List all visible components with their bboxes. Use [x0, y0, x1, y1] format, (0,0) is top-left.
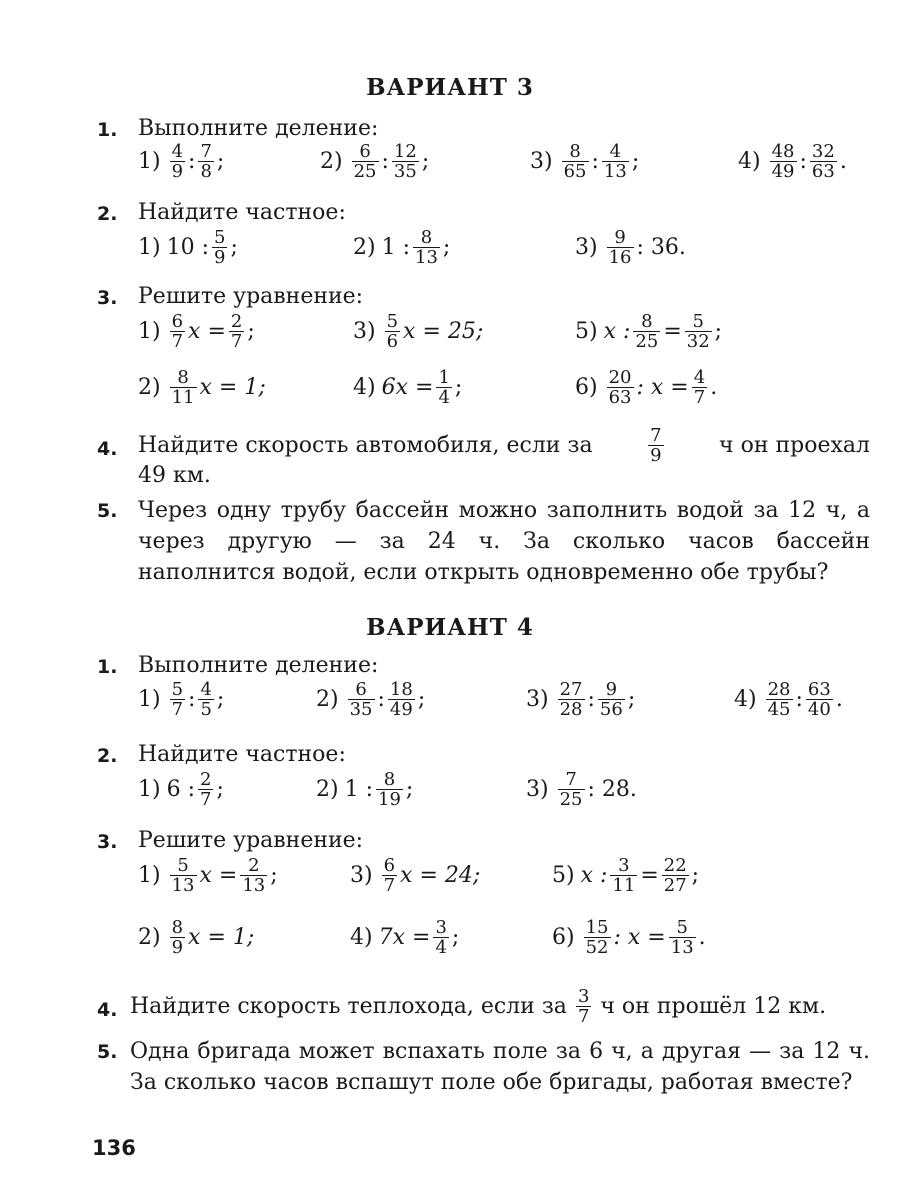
- fraction: $\frac{28}{45}$: [767, 679, 791, 720]
- problem-text: Одна бригада может вспахать поле за 6 ч, а другая — за 12 ч. За сколько часов вспашут поле обе бригады, работая вместе?: [130, 1039, 870, 1095]
- equation-item: 4) 7x = $\frac{3}{4}$ ;: [350, 917, 460, 958]
- division-item: 2) $\frac{6}{25}$ : $\frac{12}{35}$ ;: [320, 141, 430, 182]
- equation-item: 5) x : $\frac{3}{11}$ = $\frac{22}{27}$ ;: [552, 855, 700, 896]
- fraction: $\frac{5}{7}$: [171, 679, 184, 720]
- fraction: $\frac{6}{7}$: [171, 311, 184, 352]
- fraction: $\frac{2}{7}$: [200, 769, 212, 810]
- fraction: $\frac{12}{35}$: [393, 141, 417, 182]
- fraction: $\frac{8}{11}$: [171, 367, 195, 408]
- problem-number: 2.: [97, 203, 118, 225]
- quotient-item: 2) 1 : $\frac{8}{13}$ ;: [353, 227, 451, 268]
- page-number: 136: [92, 1136, 136, 1160]
- equation-item: 1) $\frac{5}{13}$ x = $\frac{2}{13}$ ;: [138, 855, 278, 896]
- division-item: 4) $\frac{28}{45}$ : $\frac{63}{40}$ .: [734, 679, 843, 720]
- fraction: $\frac{15}{52}$: [585, 917, 609, 958]
- fraction: $\frac{27}{28}$: [559, 679, 583, 720]
- fraction: $\frac{6}{7}$: [383, 855, 396, 896]
- fraction: $\frac{8}{9}$: [171, 917, 184, 958]
- problem-number: 5.: [97, 1041, 118, 1063]
- equation-item: 6) $\frac{20}{63}$ : x = $\frac{4}{7}$ .: [575, 367, 718, 408]
- equation-item: 3) $\frac{6}{7}$ x = 24;: [350, 855, 481, 896]
- quotient-item: 3) $\frac{9}{16}$ : 36.: [575, 227, 686, 268]
- problem-text: Выполните деление:: [138, 653, 379, 678]
- fraction: $\frac{63}{40}$: [807, 679, 831, 720]
- problem-number: 3.: [97, 831, 118, 853]
- division-item: 1) $\frac{4}{9}$ : $\frac{7}{8}$ ;: [138, 141, 225, 182]
- division-item: 3) $\frac{8}{65}$ : $\frac{4}{13}$ ;: [530, 141, 640, 182]
- problem-text-continued: 49 км.: [138, 463, 211, 488]
- fraction: $\frac{7}{25}$: [559, 769, 583, 810]
- fraction: $\frac{7}{9}$: [650, 425, 662, 466]
- problem-text: Решите уравнение:: [138, 828, 364, 853]
- equation-item: 3) $\frac{5}{6}$ x = 25;: [353, 311, 484, 352]
- fraction: $\frac{3}{4}$: [435, 917, 447, 958]
- division-item: 1) $\frac{5}{7}$ : $\frac{4}{5}$ ;: [138, 679, 225, 720]
- problem-text: Решите уравнение:: [138, 284, 364, 309]
- problem-number: 1.: [97, 119, 118, 141]
- fraction: $\frac{6}{35}$: [349, 679, 373, 720]
- problem-text: Найдите скорость автомобиля, если за $\frac{7}{9}$ ч он проехал: [138, 425, 870, 466]
- problem-text: Выполните деление:: [138, 116, 379, 141]
- division-item: 3) $\frac{27}{28}$ : $\frac{9}{56}$ ;: [526, 679, 636, 720]
- fraction: $\frac{2}{7}$: [230, 311, 243, 352]
- problem-number: 4.: [97, 438, 118, 460]
- fraction: $\frac{3}{7}$: [577, 986, 590, 1027]
- fraction: $\frac{32}{63}$: [811, 141, 835, 182]
- quotient-item: 2) 1 : $\frac{8}{19}$ ;: [316, 769, 414, 810]
- problem-text: Найдите частное:: [138, 200, 346, 225]
- division-item: 2) $\frac{6}{35}$ : $\frac{18}{49}$ ;: [316, 679, 426, 720]
- fraction: $\frac{5}{13}$: [670, 917, 694, 958]
- fraction: $\frac{3}{11}$: [612, 855, 636, 896]
- fraction: $\frac{5}{13}$: [171, 855, 195, 896]
- equation-item: 1) $\frac{6}{7}$ x = $\frac{2}{7}$ ;: [138, 311, 255, 352]
- fraction: $\frac{5}{9}$: [214, 227, 226, 268]
- fraction: $\frac{8}{19}$: [378, 769, 401, 810]
- fraction: $\frac{18}{49}$: [389, 679, 413, 720]
- equation-item: 4) 6x = $\frac{1}{4}$ ;: [353, 367, 463, 408]
- fraction: $\frac{4}{9}$: [171, 141, 184, 182]
- fraction: $\frac{9}{56}$: [599, 679, 623, 720]
- fraction: $\frac{7}{8}$: [200, 141, 212, 182]
- equation-item: 5) x : $\frac{8}{25}$ = $\frac{5}{32}$ ;: [575, 311, 723, 352]
- fraction: $\frac{8}{25}$: [635, 311, 659, 352]
- quotient-item: 1) 6 : $\frac{2}{7}$ ;: [138, 769, 224, 810]
- problem-text: Через одну трубу бассейн можно заполнить водой за 12 ч, а через другую — за 24 ч. За сколько часов бассейн наполнится водой, если открыть одновременно обе трубы?: [138, 498, 870, 585]
- fraction: $\frac{8}{65}$: [563, 141, 587, 182]
- fraction: $\frac{6}{25}$: [353, 141, 377, 182]
- fraction: $\frac{5}{6}$: [386, 311, 399, 352]
- problem-text: Найдите скорость теплохода, если за $\frac{3}{7}$ ч он прошёл 12 км.: [130, 986, 827, 1027]
- division-item: 4) $\frac{48}{49}$ : $\frac{32}{63}$ .: [738, 141, 847, 182]
- variant-4-title: ВАРИАНТ 4: [366, 614, 534, 641]
- fraction: $\frac{1}{4}$: [438, 367, 450, 408]
- fraction: $\frac{9}{16}$: [608, 227, 632, 268]
- fraction: $\frac{48}{49}$: [771, 141, 795, 182]
- equation-item: 6) $\frac{15}{52}$ : x = $\frac{5}{13}$ .: [552, 917, 706, 958]
- fraction: $\frac{20}{63}$: [608, 367, 632, 408]
- problem-number: 5.: [97, 500, 118, 522]
- equation-item: 2) $\frac{8}{11}$ x = 1;: [138, 367, 266, 408]
- fraction: $\frac{4}{13}$: [603, 141, 627, 182]
- fraction: $\frac{4}{5}$: [200, 679, 212, 720]
- fraction: $\frac{4}{7}$: [693, 367, 706, 408]
- problem-number: 4.: [97, 999, 118, 1021]
- quotient-item: 1) 10 : $\frac{5}{9}$ ;: [138, 227, 238, 268]
- fraction: $\frac{5}{32}$: [686, 311, 710, 352]
- problem-text: Найдите частное:: [138, 742, 346, 767]
- variant-3-title: ВАРИАНТ 3: [366, 74, 534, 101]
- fraction: $\frac{8}{13}$: [415, 227, 438, 268]
- problem-number: 2.: [97, 745, 118, 767]
- problem-number: 1.: [97, 656, 118, 678]
- fraction: $\frac{2}{13}$: [242, 855, 266, 896]
- problem-number: 3.: [97, 287, 118, 309]
- quotient-item: 3) $\frac{7}{25}$ : 28.: [526, 769, 637, 810]
- equation-item: 2) $\frac{8}{9}$ x = 1;: [138, 917, 255, 958]
- fraction: $\frac{22}{27}$: [663, 855, 687, 896]
